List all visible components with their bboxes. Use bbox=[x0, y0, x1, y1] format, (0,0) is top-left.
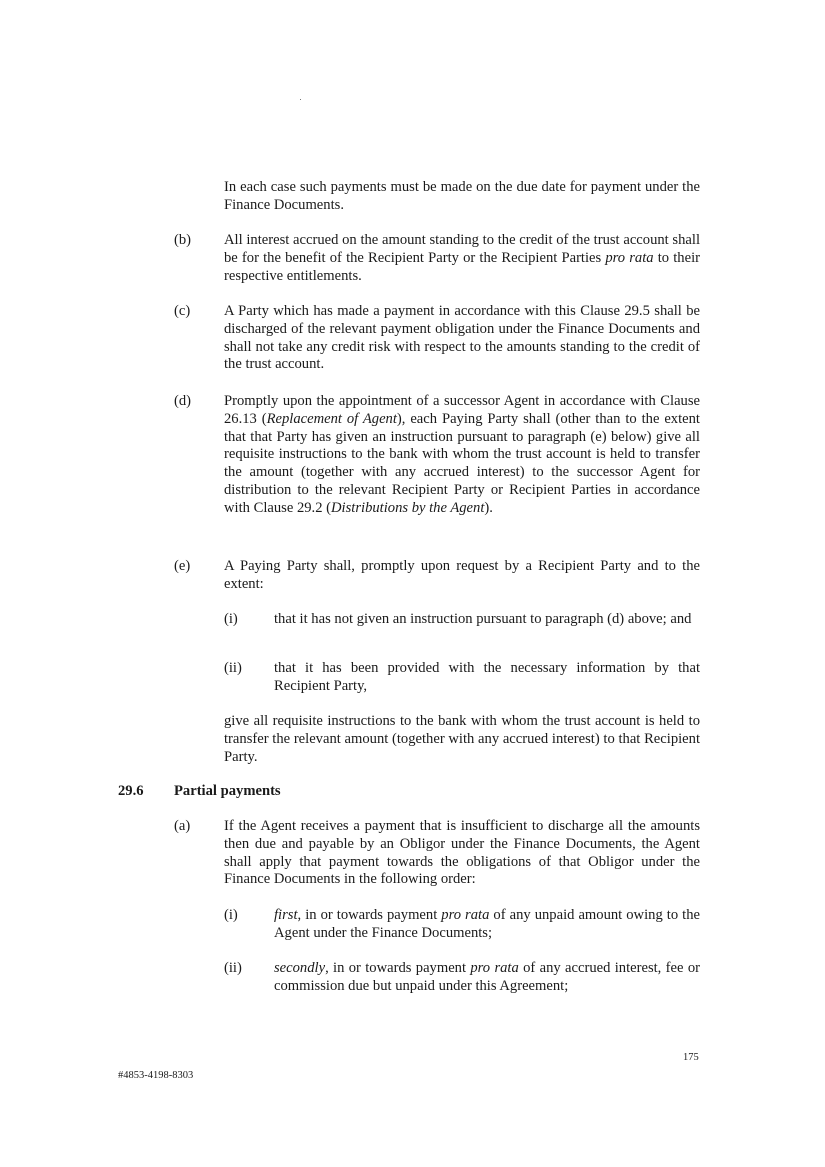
para-d-text: Promptly upon the appointment of a successor Agent in accordance with Clause 26.13 (Replacement of Agent), each Paying Party shall (other than to the extent that that Party has given an instruction pursuant to paragraph (e) below) give all requisite instructions to the bank with whom the trust account is held to transfer the amount (together with any accrued interest) to the successor Agent for distribution to the relevant Recipient Party or Recipient Parties in accordance with Clause 29.2 (Distributions by the Agent). bbox=[224, 393, 700, 516]
para-e-label: (e) bbox=[174, 558, 191, 574]
para-e-sub-ii-label: (ii) bbox=[224, 660, 242, 676]
para-d-label: (d) bbox=[174, 393, 192, 409]
para-c-label: (c) bbox=[174, 303, 191, 319]
para-e-sub-ii-text: that it has been provided with the necessary information by that Recipient Party, bbox=[274, 660, 700, 694]
para-a-label: (a) bbox=[174, 818, 191, 834]
para-a-sub-ii-text: secondly, in or towards payment pro rata of any accrued interest, fee or commission due but unpaid under this Agreement; bbox=[274, 960, 700, 994]
para-e-tail: give all requisite instructions to the bank with whom the trust account is held to transfer the relevant amount (together with any accrued interest) to that Recipient Party. bbox=[224, 713, 700, 765]
scan-mark bbox=[300, 99, 301, 100]
para-a-text: If the Agent receives a payment that is insufficient to discharge all the amounts then due and payable by an Obligor under the Finance Documents, the Agent shall apply that payment towards the obligations of that Obligor under the Finance Documents in the following order: bbox=[224, 818, 700, 888]
para-a-sub-i-label: (i) bbox=[224, 907, 238, 923]
para-e-sub-i-text: that it has not given an instruction pursuant to paragraph (d) above; and bbox=[274, 611, 692, 627]
para-e-text: A Paying Party shall, promptly upon request by a Recipient Party and to the extent: bbox=[224, 558, 700, 592]
section-title: Partial payments bbox=[174, 783, 281, 799]
intro-paragraph: In each case such payments must be made on the due date for payment under the Finance Documents. bbox=[224, 179, 700, 213]
para-b-label: (b) bbox=[174, 232, 192, 248]
para-e-sub-i-label: (i) bbox=[224, 611, 238, 627]
para-a-sub-ii-label: (ii) bbox=[224, 960, 242, 976]
document-reference: #4853-4198-8303 bbox=[118, 1070, 194, 1081]
section-number: 29.6 bbox=[118, 783, 144, 799]
para-a-sub-i-text: first, in or towards payment pro rata of any unpaid amount owing to the Agent under the Finance Documents; bbox=[274, 907, 700, 941]
para-c-text: A Party which has made a payment in accordance with this Clause 29.5 shall be discharged of the relevant payment obligation under the Finance Documents and shall not take any credit risk with respect to the amounts standing to the credit of the trust account. bbox=[224, 303, 700, 373]
para-b-text: All interest accrued on the amount standing to the credit of the trust account shall be for the benefit of the Recipient Party or the Recipient Parties pro rata to their respective entitlements. bbox=[224, 232, 700, 284]
page-number: 175 bbox=[683, 1052, 699, 1063]
